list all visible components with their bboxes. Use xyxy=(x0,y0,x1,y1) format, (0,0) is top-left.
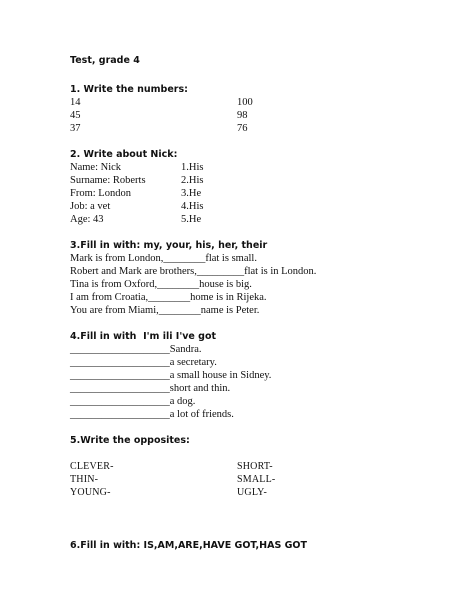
fill-sentence: Robert and Mark are brothers,_________flat is in London. xyxy=(70,266,317,277)
section-5-heading: 5.Write the opposites: xyxy=(70,435,190,446)
fill-sentence: ___________________a secretary. xyxy=(70,357,217,368)
sentence-start: 4.His xyxy=(181,201,204,212)
fill-sentence: Mark is from London,________flat is small. xyxy=(70,253,257,264)
fill-sentence: ___________________a small house in Sidney. xyxy=(70,370,272,381)
number-item: 14 xyxy=(70,97,81,108)
sentence-start: 2.His xyxy=(181,175,204,186)
opposite-word: CLEVER- xyxy=(70,461,114,472)
nick-fact: Surname: Roberts xyxy=(70,175,146,186)
number-item: 37 xyxy=(70,123,81,134)
sentence-start: 1.His xyxy=(181,162,204,173)
section-4-heading: 4.Fill in with I'm ili I've got xyxy=(70,331,217,342)
section-2-heading: 2. Write about Nick: xyxy=(70,149,178,160)
section-3-heading: 3.Fill in with: my, your, his, her, their xyxy=(70,240,268,251)
section-1-heading: 1. Write the numbers: xyxy=(70,84,188,95)
fill-sentence: ___________________Sandra. xyxy=(70,344,202,355)
number-item: 100 xyxy=(237,97,253,108)
opposite-word: THIN- xyxy=(70,474,99,485)
section-6-heading: 6.Fill in with: IS,AM,ARE,HAVE GOT,HAS GOT xyxy=(70,540,307,551)
nick-fact: Job: a vet xyxy=(70,201,111,212)
opposite-word: SHORT- xyxy=(237,461,273,472)
opposite-word: YOUNG- xyxy=(70,487,111,498)
fill-sentence: I am from Croatia,________home is in Rijeka. xyxy=(70,292,267,303)
number-item: 98 xyxy=(237,110,248,121)
fill-sentence: ___________________short and thin. xyxy=(70,383,231,394)
fill-sentence: Tina is from Oxford,________house is big. xyxy=(70,279,252,290)
fill-sentence: You are from Miami,________name is Peter. xyxy=(70,305,260,316)
sentence-start: 3.He xyxy=(181,188,202,199)
page-title: Test, grade 4 xyxy=(70,55,140,66)
fill-sentence: ___________________a dog. xyxy=(70,396,196,407)
sentence-start: 5.He xyxy=(181,214,202,225)
nick-fact: From: London xyxy=(70,188,131,199)
nick-fact: Name: Nick xyxy=(70,162,122,173)
number-item: 76 xyxy=(237,123,248,134)
nick-fact: Age: 43 xyxy=(70,214,104,225)
opposite-word: SMALL- xyxy=(237,474,276,485)
fill-sentence: ___________________a lot of friends. xyxy=(70,409,234,420)
opposite-word: UGLY- xyxy=(237,487,267,498)
number-item: 45 xyxy=(70,110,81,121)
